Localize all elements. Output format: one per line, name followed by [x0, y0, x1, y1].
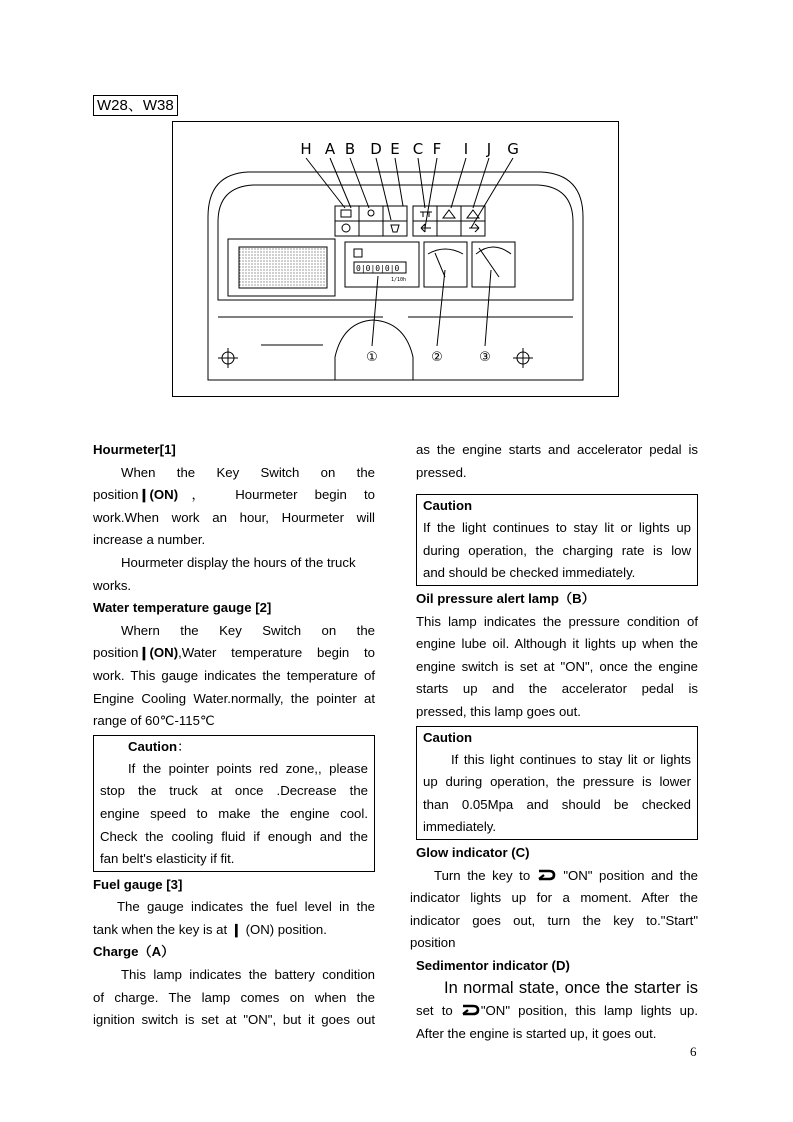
text-line: Check the cooling fluid if enough and the [100, 828, 368, 844]
dashboard-figure [172, 121, 619, 397]
model-label: W28、W38 [93, 95, 178, 116]
gauge-number-3: ③ [479, 350, 491, 365]
hourmeter-unit: 1/10h [391, 277, 407, 283]
text-line: position❙(ON),Water temperature begin to [93, 645, 375, 661]
page-number: 6 [690, 1044, 697, 1059]
caution-title: Caution [128, 738, 178, 754]
text-line: work.When work an hour, Hourmeter will [93, 509, 375, 525]
letter-e: E [390, 140, 400, 158]
key-on-icon [461, 1004, 481, 1016]
mount-hole-left-icon [218, 348, 238, 368]
text-line: indicator lights up for a moment. After the [410, 890, 698, 906]
letter-f: F [432, 140, 442, 158]
text-line: After the engine is started up, it goes out. [416, 1025, 657, 1041]
right-column [410, 439, 698, 1045]
left-column [93, 439, 375, 1032]
text-line: immediately. [423, 819, 497, 835]
text-line: stop the truck at once .Decrease the [100, 783, 368, 799]
text-line: and should be checked immediately. [423, 565, 636, 581]
text-line: than 0.05Mpa and should be checked [423, 796, 691, 812]
letter-i: I [463, 140, 469, 158]
text-line: If the light continues to stay lit or lights up [423, 520, 691, 536]
caution-box-oil [416, 726, 698, 840]
text-line: range of 60℃-115℃ [93, 713, 215, 729]
text-line: fan belt's elasticity if fit. [100, 851, 235, 867]
text-line: as the engine starts and accelerator pedal is [416, 442, 698, 457]
text-line: The gauge indicates the fuel level in the [117, 899, 375, 915]
letter-j: J [486, 140, 492, 158]
fuel-gauge-heading: Fuel gauge [3] [93, 876, 183, 892]
water-temp-heading: Water temperature gauge [2] [93, 600, 272, 616]
text-line: Engine Cooling Water.normally, the pointer at [93, 690, 375, 706]
text-line: works. [93, 577, 132, 593]
dashboard-diagram [173, 122, 620, 398]
caution-box-water: Caution： If the pointer points red zone,, please stop the truck at once .Decrease the engine speed to make the engine cool. Check the cooling fluid if enough and the fan belt's elasticity if fit. [93, 735, 375, 872]
text-line: In normal state, once the starter is [444, 979, 698, 998]
text-line: Turn the key to "ON" position and the [434, 867, 698, 883]
text-line: work. This gauge indicates the temperature of [93, 667, 375, 683]
gauge-number-1: ① [366, 350, 378, 365]
text-line: pressed. [416, 464, 467, 480]
caution-box-charge [416, 494, 698, 586]
letter-d: D [370, 140, 382, 158]
text-line: of charge. The lamp comes on when the [93, 989, 375, 1005]
letter-h: H [300, 140, 312, 158]
text-line: starts up and the accelerator pedal is [416, 681, 698, 697]
text-line: position❙(ON)， Hourmeter begin to [93, 487, 375, 503]
caution-title: Caution [423, 498, 473, 514]
text-line: This lamp indicates the pressure condition of [416, 613, 698, 629]
hourmeter-heading: Hourmeter[1] [93, 442, 176, 457]
text-line: This lamp indicates the battery condition [121, 967, 375, 983]
text-line: engine switch is set at "ON", once the engine [416, 658, 698, 674]
text-line: engine speed to make the engine cool. [100, 805, 368, 821]
letter-c: C [412, 140, 424, 158]
text-line: set to "ON" position, this lamp lights up. [416, 1003, 698, 1019]
text-line: If the pointer points red zone,, please [128, 760, 368, 776]
text-line: When the Key Switch on the [121, 464, 375, 480]
text-line: If this light continues to stay lit or lights [451, 751, 691, 767]
text-line: position [410, 935, 456, 951]
caution-title: Caution [423, 729, 473, 745]
text-line: Whern the Key Switch on the [121, 622, 375, 638]
text-line: during operation, the charging rate is low [423, 542, 691, 558]
text-line: ignition switch is set at "ON", but it goes out [93, 1012, 375, 1028]
letter-g: G [507, 140, 519, 158]
text-line: tank when the key is at ❙ (ON) position. [93, 921, 327, 937]
gauge-number-2: ② [431, 350, 443, 365]
text-line: increase a number. [93, 532, 206, 548]
text-line: Hourmeter display the hours of the truck [121, 554, 356, 570]
glow-indicator-heading: Glow indicator (C) [416, 844, 530, 860]
mount-hole-right-icon [513, 348, 533, 368]
text-line: indicator goes out, turn the key to."Start" [410, 912, 698, 928]
key-on-icon [537, 869, 557, 881]
sedimentor-heading: Sedimentor indicator (D) [416, 957, 570, 973]
text-line: up during operation, the pressure is lower [423, 774, 691, 790]
text-line: engine lube oil. Although it lights up when the [416, 636, 698, 652]
letter-a: A [324, 140, 336, 158]
text-line: pressed, this lamp goes out. [416, 703, 581, 719]
charge-heading: Charge（A） [93, 944, 175, 960]
hourmeter-digits: 0|0|0|0|0 [356, 264, 400, 273]
oil-pressure-heading: Oil pressure alert lamp（B） [416, 590, 595, 606]
letter-b: B [344, 140, 356, 158]
